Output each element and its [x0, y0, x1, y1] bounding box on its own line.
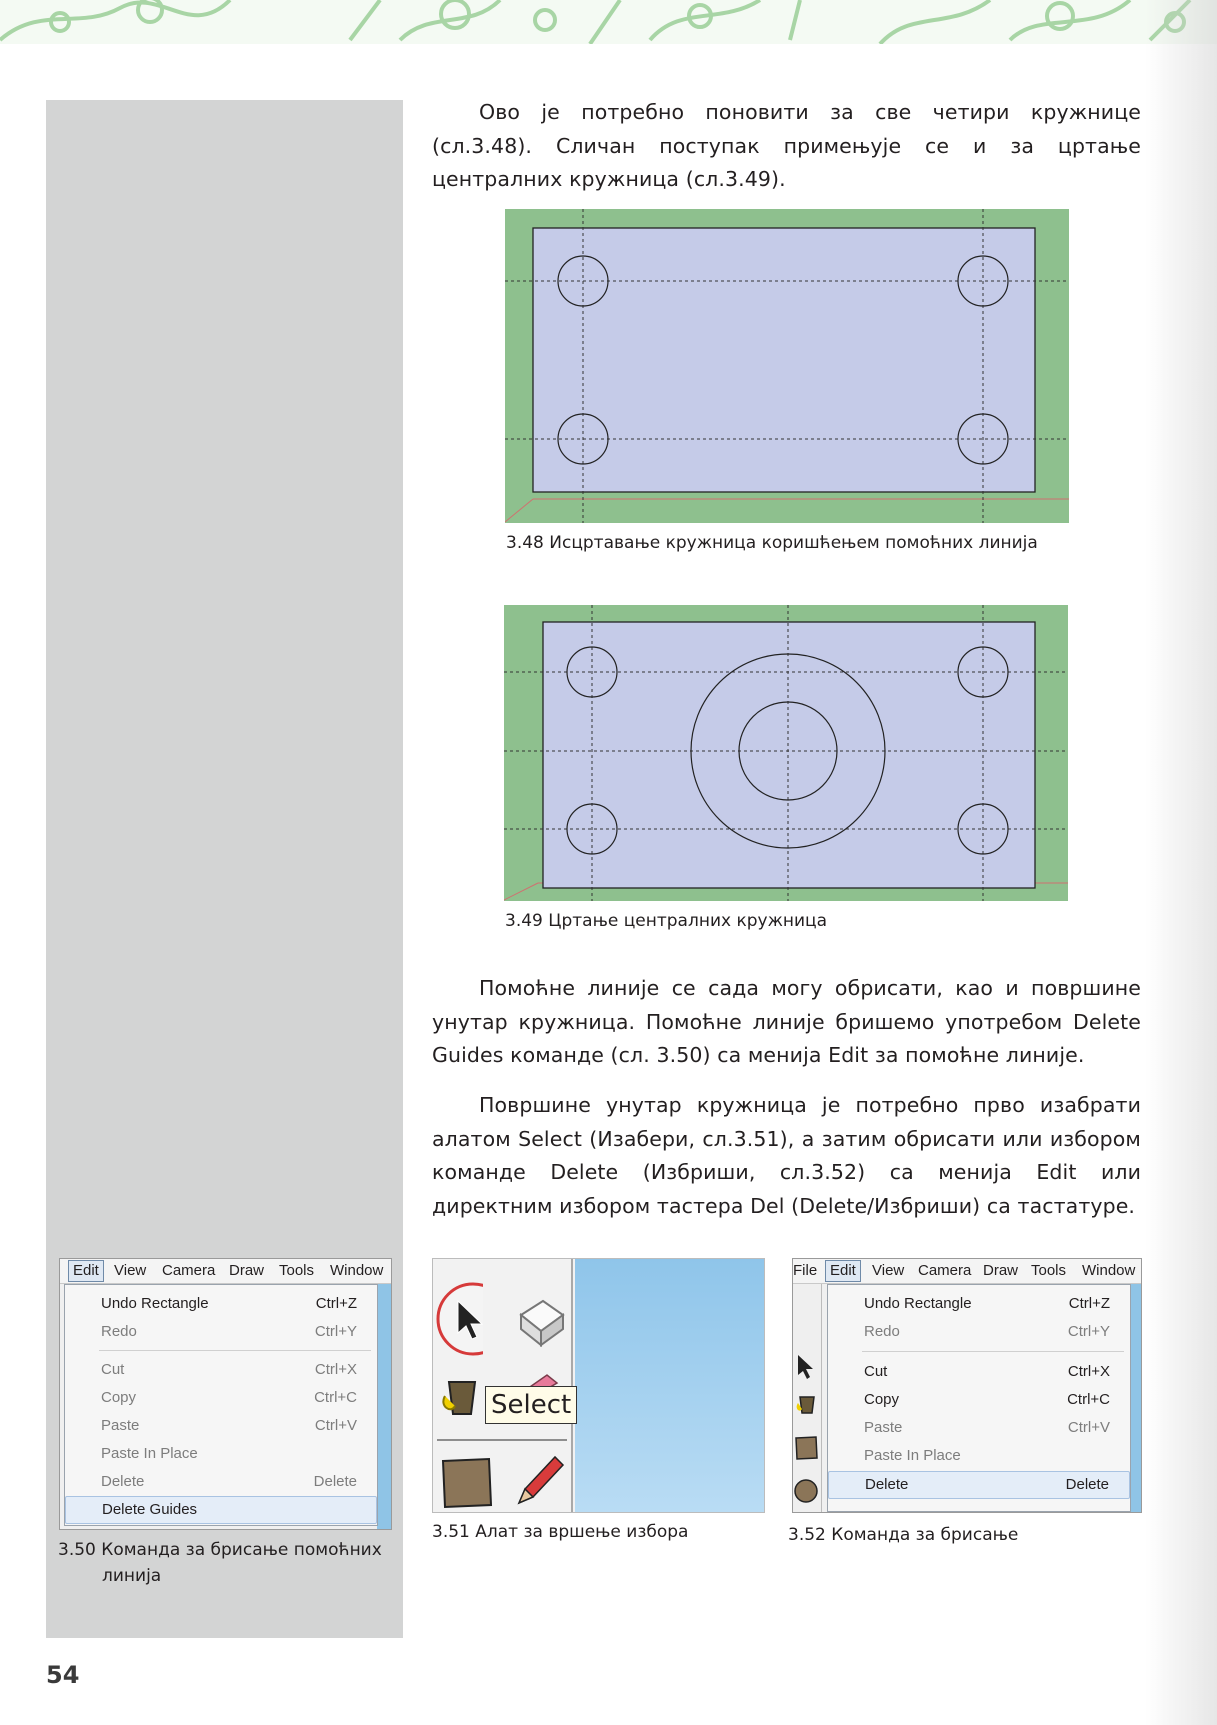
menu-bar [60, 1259, 391, 1284]
menu-item-copy[interactable]: Copy Ctrl+C [864, 1391, 1110, 1408]
menu-item-undo-rectangle[interactable]: Undo Rectangle Ctrl+Z [864, 1295, 1110, 1312]
menu-item-delete[interactable]: Delete Delete [101, 1473, 357, 1490]
menu-separator [862, 1351, 1124, 1352]
figure-3-50-edit-menu [59, 1258, 392, 1530]
menu-draw[interactable]: Draw [229, 1262, 265, 1279]
edit-dropdown [827, 1284, 1131, 1512]
rectangle-tool-icon[interactable] [794, 1435, 818, 1461]
caption-figure-3-50: 3.50 Команда за брисање помоћних линија [58, 1540, 382, 1586]
menu-camera[interactable]: Camera [162, 1262, 216, 1279]
menu-item-cut[interactable]: Cut Ctrl+X [864, 1363, 1110, 1380]
menu-view[interactable]: View [872, 1262, 905, 1279]
edit-dropdown [64, 1284, 378, 1526]
drawing-viewport [575, 1259, 764, 1512]
menu-item-copy[interactable]: Copy Ctrl+C [101, 1389, 357, 1406]
figure-3-52-edit-menu [792, 1258, 1142, 1513]
select-tooltip: Select [485, 1386, 577, 1424]
page-number: 54 [46, 1661, 80, 1689]
menu-item-undo-rectangle[interactable]: Undo Rectangle Ctrl+Z [101, 1295, 357, 1312]
paragraph-repeat-circles: Ово је потребно поновити за све четири кружнице (сл.3.48). Сличан поступак примењује се и за цртање централних кружница (сл.3.49). [432, 100, 1141, 191]
figure-3-48-drawing [505, 209, 1069, 523]
menu-edit[interactable]: Edit [825, 1260, 861, 1282]
menu-item-cut[interactable]: Cut Ctrl+X [101, 1361, 357, 1378]
figure-3-49-drawing [504, 605, 1068, 901]
viewport-strip [1131, 1284, 1141, 1512]
menu-window[interactable]: Window [1082, 1262, 1136, 1279]
caption-figure-3-51: 3.51 Алат за вршење избора [432, 1522, 689, 1542]
menu-camera[interactable]: Camera [918, 1262, 972, 1279]
menu-view[interactable]: View [114, 1262, 147, 1279]
menu-item-paste-in-place[interactable]: Paste In Place [864, 1447, 961, 1464]
menu-item-delete-guides[interactable]: Delete Guides [65, 1496, 377, 1524]
arrow-cursor-icon[interactable] [795, 1353, 815, 1381]
caption-figure-3-48: 3.48 Исцртавање кружница коришћењем помоћних линија [506, 533, 1038, 553]
menu-item-delete[interactable]: Delete Delete [828, 1471, 1130, 1499]
menu-draw[interactable]: Draw [983, 1262, 1019, 1279]
menu-item-redo[interactable]: Redo Ctrl+Y [101, 1323, 357, 1340]
page-edge-shadow [1145, 0, 1217, 1725]
paragraph-delete-guides: Помоћне линије се сада могу обрисати, као и површине унутар кружница. Помоћне линије бришемо употребом Delete Guides команде (сл. 3.50) са менија Edit за помоћне линије. [432, 976, 1141, 1067]
viewport-strip [377, 1284, 391, 1529]
circle-tool-icon[interactable] [794, 1477, 820, 1505]
paragraph-select-and-delete: Површине унутар кружница је потребно прво изабрати алатом Select (Изабери, сл.3.51), а затим обрисати или избором команде Delete (Избриши, сл.3.52) са менија Edit или директним избором тастера Del (Delete/Избриши) са тастатуре. [432, 1093, 1141, 1218]
figure-3-51-select-tool [432, 1258, 765, 1513]
decorative-header-ornament [0, 0, 1217, 44]
caption-figure-3-49: 3.49 Цртање централних кружница [505, 911, 828, 931]
menu-window[interactable]: Window [330, 1262, 384, 1279]
menu-file[interactable]: File [793, 1262, 818, 1279]
menu-tools[interactable]: Tools [279, 1262, 315, 1279]
menu-item-paste[interactable]: Paste Ctrl+V [101, 1417, 357, 1434]
menu-item-redo[interactable]: Redo Ctrl+Y [864, 1323, 1110, 1340]
paint-bucket-icon[interactable] [794, 1389, 818, 1415]
menu-item-paste[interactable]: Paste Ctrl+V [864, 1419, 1110, 1436]
menu-item-paste-in-place[interactable]: Paste In Place [101, 1445, 198, 1462]
menu-edit[interactable]: Edit [68, 1260, 104, 1282]
menu-tools[interactable]: Tools [1031, 1262, 1067, 1279]
toolbar-separator [437, 1439, 567, 1441]
paint-bucket-icon[interactable] [437, 1362, 491, 1422]
menu-bar [793, 1259, 1141, 1284]
eraser-cube-icon[interactable] [513, 1295, 569, 1351]
pencil-tool-icon[interactable] [511, 1451, 567, 1509]
menu-separator [99, 1350, 371, 1351]
caption-figure-3-52: 3.52 Команда за брисање [788, 1525, 1019, 1545]
arrow-cursor-icon[interactable] [455, 1299, 485, 1343]
rectangle-tool-icon[interactable] [439, 1455, 495, 1509]
